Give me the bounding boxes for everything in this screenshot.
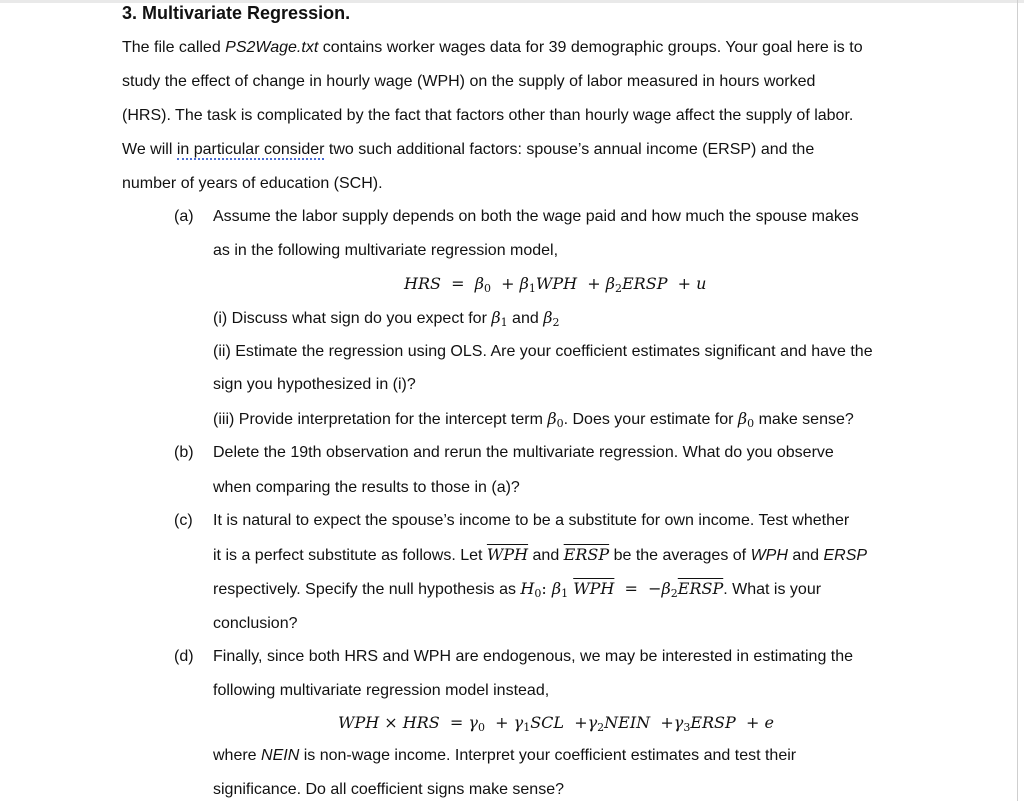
wph-mean: $\overline{WPH}$ bbox=[486, 545, 529, 564]
intro-line-1 bbox=[122, 38, 863, 58]
eq-u: u bbox=[696, 274, 707, 293]
part-d-line-4: significance. Do all coefficient signs make sense? bbox=[213, 781, 564, 798]
part-a-iii-text-3: make sense? bbox=[754, 411, 854, 428]
intro-line-3: (HRS). The task is complicated by the fact that factors other than hourly wage affect the supply of labor. bbox=[122, 107, 854, 124]
part-a-iii: (iii) Provide interpretation for the intercept term $\beta_0$. Does your estimate for $\beta_0$ make sense? bbox=[213, 409, 854, 430]
intro-text: The file called bbox=[122, 39, 226, 56]
eq-d-hrs: HRS bbox=[402, 713, 440, 732]
part-d-line-3 bbox=[213, 746, 796, 766]
intro-text: contains worker wages data for 39 demographic groups. Your goal here is to bbox=[318, 39, 863, 56]
eq-d-ersp: ERSP bbox=[690, 713, 736, 732]
part-d-text: where bbox=[213, 747, 262, 764]
eq-d-nein: NEIN bbox=[604, 713, 651, 732]
part-a-i-and: and bbox=[507, 310, 544, 327]
part-c-line-3 bbox=[213, 579, 821, 600]
part-c-text: and bbox=[787, 547, 824, 564]
eq-wph: WPH bbox=[535, 274, 578, 293]
part-d-label: (d) bbox=[174, 648, 194, 665]
part-d-line-2: following multivariate regression model instead, bbox=[213, 682, 550, 699]
part-b-label: (b) bbox=[174, 444, 194, 461]
part-c-text: . What is your bbox=[723, 581, 822, 598]
part-c-line-2 bbox=[213, 545, 867, 566]
eq-hrs: HRS bbox=[404, 274, 441, 293]
ersp-var: ERSP bbox=[823, 547, 868, 564]
eq-beta0: β bbox=[474, 274, 484, 293]
eq-d-wph: WPH bbox=[338, 713, 380, 732]
eq-d-scl: SCL bbox=[530, 713, 565, 732]
part-c-label: (c) bbox=[174, 512, 193, 529]
intro-line-2: study the effect of change in hourly wage (WPH) on the supply of labor measured in hours worked bbox=[122, 73, 816, 90]
part-d-line-1: Finally, since both HRS and WPH are endogenous, we may be interested in estimating the bbox=[213, 648, 854, 665]
part-a-label: (a) bbox=[174, 208, 194, 225]
part-a-i: (i) Discuss what sign do you expect for $\beta_1$ and $\beta_2$ bbox=[213, 308, 560, 329]
part-b-line-1: Delete the 19th observation and rerun the multivariate regression. What do you observe bbox=[213, 444, 834, 461]
part-c-text: respectively. Specify the null hypothesis as bbox=[213, 581, 521, 598]
part-d-text: is non-wage income. Interpret your coefficient estimates and test their bbox=[299, 747, 797, 764]
intro-line-4 bbox=[122, 140, 814, 160]
intro-text: We will bbox=[122, 141, 177, 158]
part-c-text: and bbox=[528, 547, 564, 564]
part-a-i-text: (i) Discuss what sign do you expect for bbox=[213, 310, 492, 327]
part-a-iii-text-2: . Does your estimate for bbox=[563, 411, 738, 428]
eq-ersp: ERSP bbox=[622, 274, 668, 293]
part-c-text: be the averages of bbox=[609, 547, 751, 564]
ersp-mean: ERSP bbox=[563, 545, 610, 564]
part-a-line-2: as in the following multivariate regression model, bbox=[213, 242, 559, 259]
h0-symbol: H bbox=[520, 579, 535, 598]
part-a-ii-line-1: (ii) Estimate the regression using OLS. Are your coefficient estimates significant and have the bbox=[213, 343, 873, 360]
filename: PS2Wage.txt bbox=[225, 39, 319, 56]
equation-d: WPH × HRS = $\gamma_0 + \gamma_1SCL$ $+\gamma_2NEIN$ $+\gamma_3ERSP + e$ bbox=[338, 713, 774, 734]
equation-a: HRS = $\beta_0 + \beta_1WPH$ + $\beta_2ERSP + u$ bbox=[404, 274, 707, 295]
part-b-line-2: when comparing the results to those in (a)? bbox=[213, 479, 520, 496]
part-a-ii-line-2: sign you hypothesized in (i)? bbox=[213, 376, 416, 393]
intro-line-5: number of years of education (SCH). bbox=[122, 175, 383, 192]
intro-text: two such additional factors: spouse’s annual income (ERSP) and the bbox=[324, 141, 815, 158]
wph-var: WPH bbox=[750, 547, 788, 564]
part-a-line-1: Assume the labor supply depends on both the wage paid and how much the spouse makes bbox=[213, 208, 859, 225]
part-c-line-4: conclusion? bbox=[213, 615, 298, 632]
grammar-flag: in particular consider bbox=[176, 141, 325, 158]
page-right-border bbox=[1017, 0, 1018, 801]
nein-var: NEIN bbox=[261, 747, 300, 764]
part-c-line-1: It is natural to expect the spouse’s income to be a substitute for own income. Test whether bbox=[213, 512, 850, 529]
section-title: 3. Multivariate Regression. bbox=[122, 3, 351, 23]
part-c-text: it is a perfect substitute as follows. Let bbox=[213, 547, 487, 564]
null-hypothesis: $H_0$: $\beta_1$ $\overline{WPH}$ = $-\beta_2ERSP$ bbox=[520, 579, 724, 600]
eq-d-e: e bbox=[764, 713, 774, 732]
part-a-iii-text: (iii) Provide interpretation for the intercept term bbox=[213, 411, 548, 428]
